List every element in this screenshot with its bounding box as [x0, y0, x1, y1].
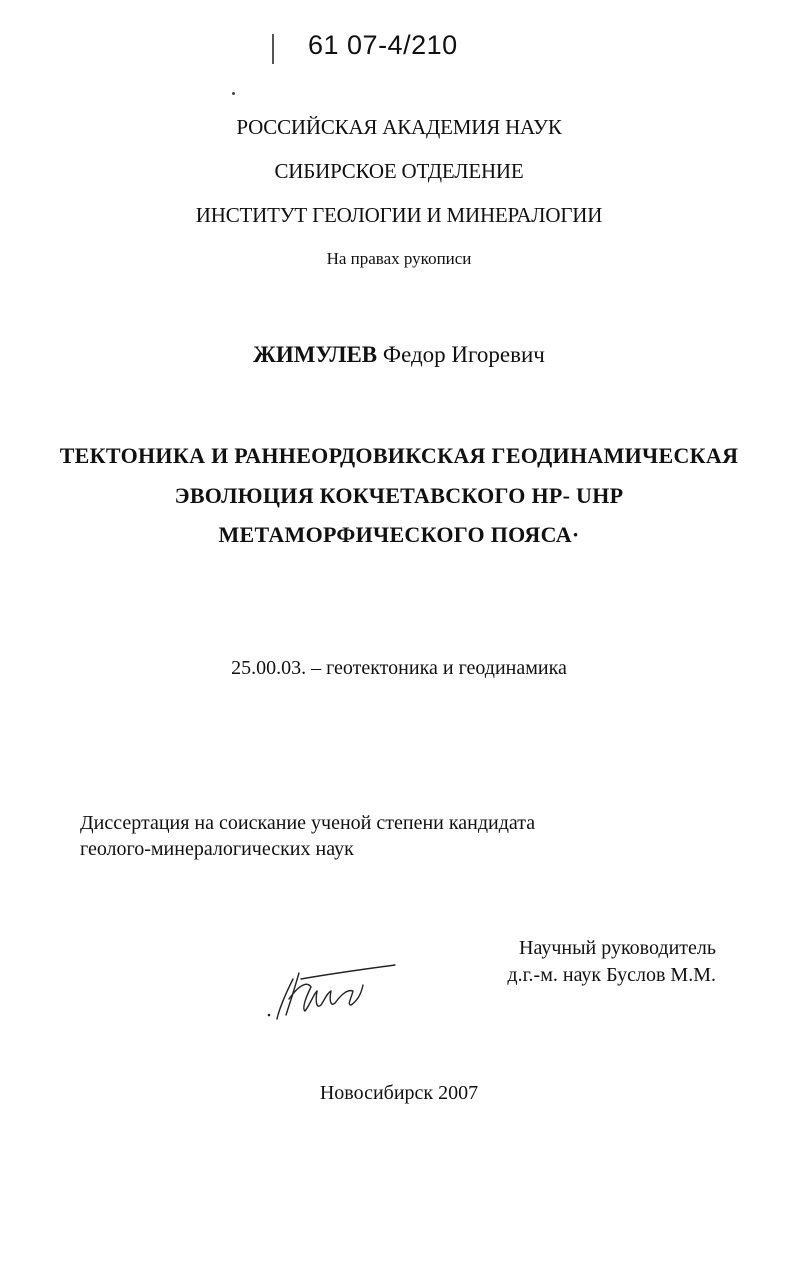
author-given-names: Федор Игоревич — [382, 342, 545, 367]
advisor-name: д.г.-м. наук Буслов М.М. — [507, 964, 716, 986]
scan-speck — [232, 92, 235, 95]
organization-branch: СИБИРСКОЕ ОТДЕЛЕНИЕ — [274, 159, 524, 183]
thesis-title-line-1: ТЕКТОНИКА И РАННЕОРДОВИКСКАЯ ГЕОДИНАМИЧЕСКАЯ — [59, 443, 739, 468]
accession-margin-mark — [272, 34, 274, 64]
author-surname: ЖИМУЛЕВ — [253, 342, 378, 367]
organization-academy: РОССИЙСКАЯ АКАДЕМИЯ НАУК — [236, 115, 562, 139]
thesis-title-line-3: МЕТАМОРФИЧЕСКОГО ПОЯСА· — [218, 522, 580, 547]
handwritten-signature — [255, 955, 405, 1025]
advisor-role: Научный руководитель — [519, 937, 716, 959]
dissertation-line-1: Диссертация на соискание ученой степени кандидата — [80, 812, 536, 834]
rights-note: На правах рукописи — [326, 249, 472, 268]
city-year: Новосибирск 2007 — [319, 1082, 479, 1104]
accession-number: 61 07-4/210 — [308, 30, 458, 60]
specialty-code: 25.00.03. – геотектоника и геодинамика — [231, 657, 567, 679]
advisor-block — [430, 935, 716, 989]
dissertation-line-2: геолого-минералогических наук — [80, 838, 354, 860]
dissertation-statement — [80, 810, 535, 862]
thesis-title-line-2: ЭВОЛЮЦИЯ КОКЧЕТАВСКОГО HP- UHP — [174, 483, 624, 508]
organization-institute: ИНСТИТУТ ГЕОЛОГИИ И МИНЕРАЛОГИИ — [195, 203, 603, 227]
author-name — [0, 342, 798, 368]
